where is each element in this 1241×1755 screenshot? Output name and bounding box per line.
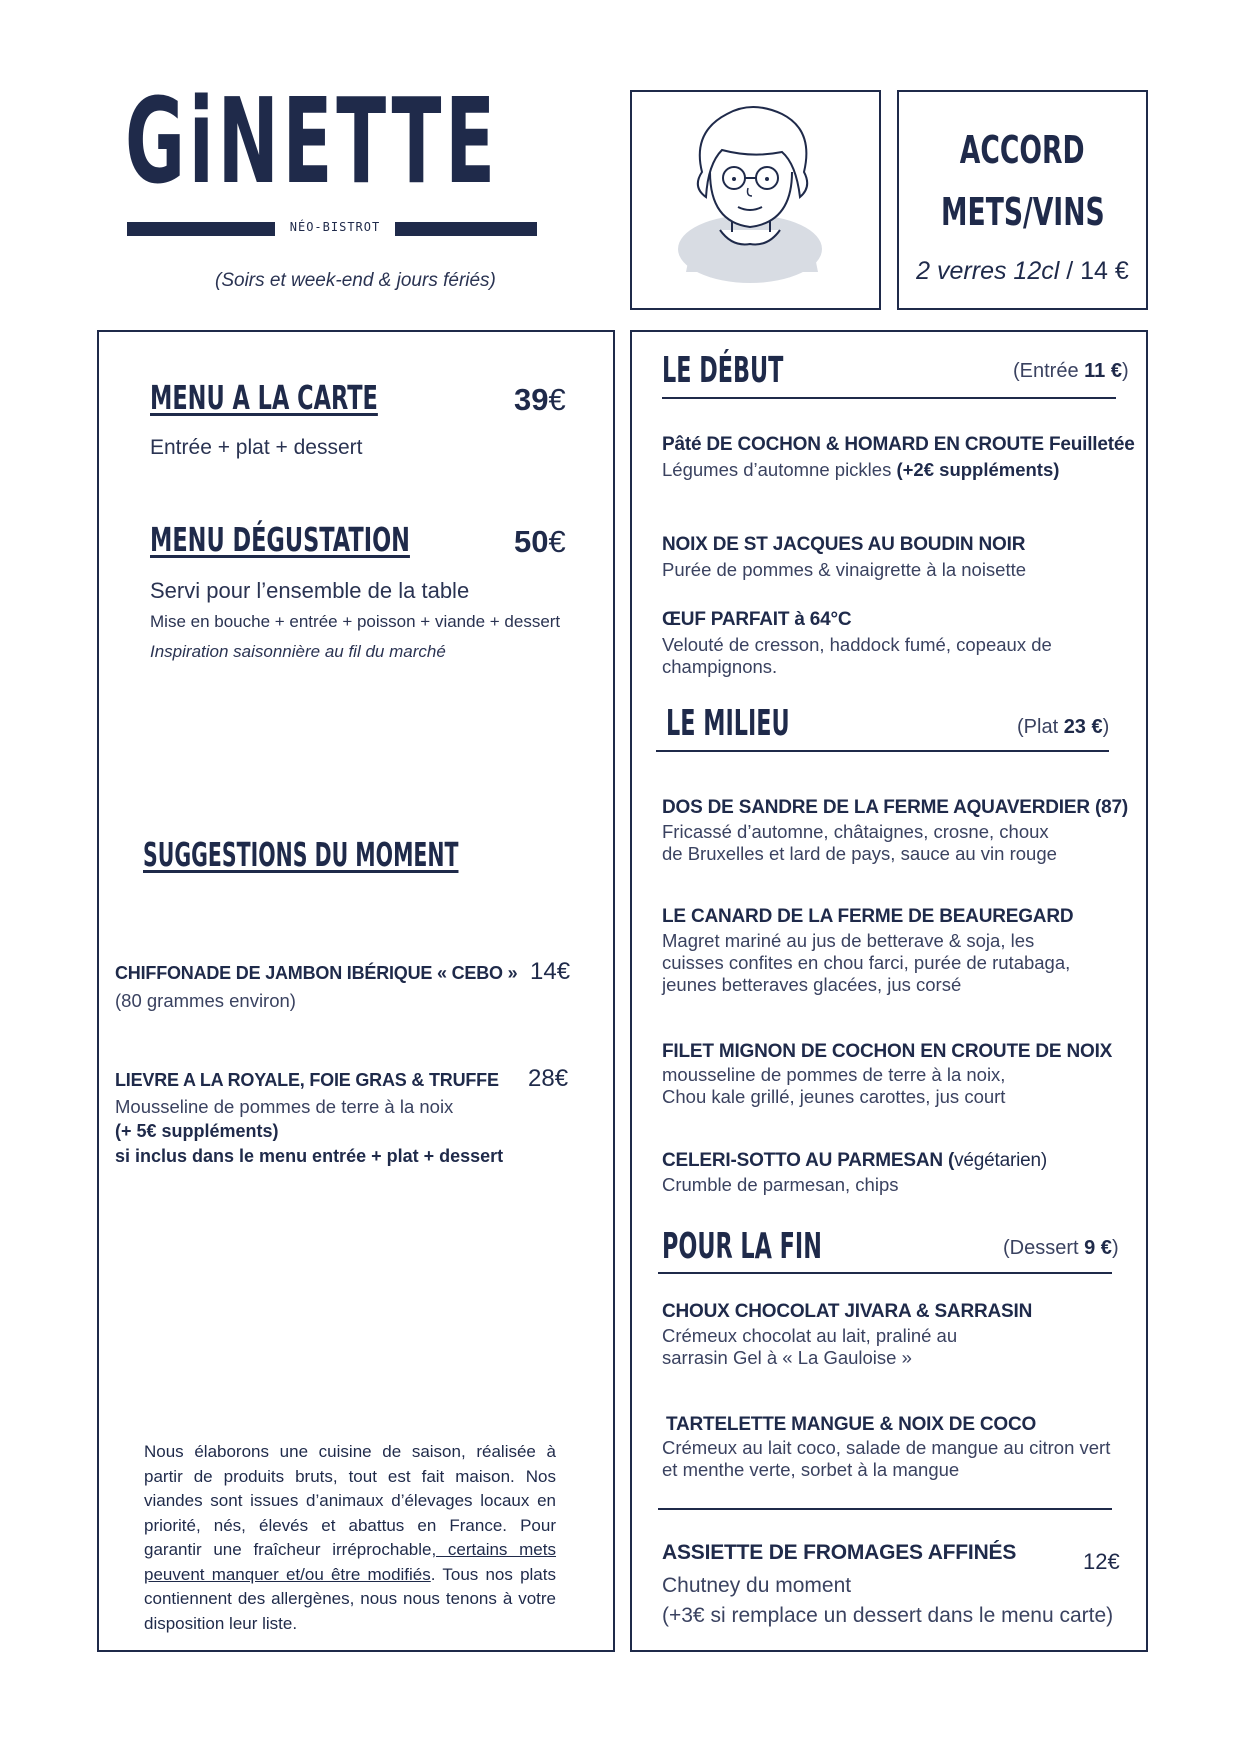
logo-bar-right [395,222,537,236]
dish-desc-pate: Légumes d’automne pickles (+2€ suppléments) [662,459,1060,480]
pairing-price: 14 € [1080,257,1129,285]
section-rule-fin [658,1272,1112,1274]
philosophy-part1: Nous élaborons une cuisine de saison, réalisée à partir de produits bruts, tout est fait maison. Nos viandes sont issues d’animaux d’élevages locaux en priorité, nés, élevés et abattus en France. Pour garantir une fraîcheur irréprochable [144,1442,556,1559]
section-rule-milieu [656,750,1109,752]
dish-name-choux: CHOUX CHOCOLAT JIVARA & SARRASIN [662,1301,1033,1322]
pairing-title-line1: ACCORD [960,128,1085,172]
portrait-box [630,90,881,310]
dish-desc-celeri: Crumble de parmesan, chips [662,1174,899,1195]
logo [125,72,540,242]
cheese-desc-2: (+3€ si remplace un dessert dans le menu carte) [662,1604,1114,1627]
dish-name-pate: Pâté DE COCHON & HOMARD EN CROUTE Feuilletée [662,434,1135,455]
dish-name-canard: LE CANARD DE LA FERME DE BEAUREGARD [662,906,1074,927]
hours-note: (Soirs et week-end & jours fériés) [215,270,496,291]
dish-desc-filet-mignon: mousseline de pommes de terre à la noix, Chou kale grillé, jeunes carottes, jus court [662,1064,1006,1107]
dish-desc-canard: Magret mariné au jus de betterave & soja, les cuisses confites en chou farci, purée de rutabaga, jeunes betteraves glacées, jus corsé [662,930,1071,995]
wine-pairing-box [897,90,1148,310]
formula-price-carte: 39€ [514,382,566,417]
logo-wordmark: GiNETTE [125,72,499,210]
logo-bar-left [127,222,275,236]
formula-title-carte: MENU A LA CARTE [150,378,378,417]
cheese-price: 12€ [1083,1549,1120,1574]
dish-desc-sandre: Fricassé d’automne, châtaignes, crosne, choux de Bruxelles et lard de pays, sauce au vin rouge [662,821,1057,864]
suggestion-name-2: LIEVRE A LA ROYALE, FOIE GRAS & TRUFFE [115,1070,499,1090]
formula-note-degustation: Inspiration saisonnière au fil du marché [150,642,446,661]
dish-name-filet-mignon: FILET MIGNON DE COCHON EN CROUTE DE NOIX [662,1041,1113,1062]
formula-title-degustation: MENU DÉGUSTATION [150,520,410,559]
suggestion-price-2: 28€ [528,1065,569,1092]
grandmother-illustration [632,92,879,308]
suggestions-title: SUGGESTIONS DU MOMENT [143,835,459,874]
logo-tagline: NÉO-BISTROT [289,220,381,234]
dish-name-oeuf: ŒUF PARFAIT à 64°C [662,609,852,630]
cheese-name: ASSIETTE DE FROMAGES AFFINÉS [662,1541,1017,1564]
pairing-separator: / [1059,257,1081,285]
suggestion-note-2a: (+ 5€ suppléments) [115,1121,279,1141]
formula-desc-carte: Entrée + plat + dessert [150,436,363,459]
dish-desc-oeuf: Velouté de cresson, haddock fumé, copeaux de champignons. [662,634,1052,677]
dish-name-sandre: DOS DE SANDRE DE LA FERME AQUAVERDIER (87) [662,797,1128,818]
formula-desc-degustation: Servi pour l’ensemble de la table [150,578,470,603]
pairing-title-line2: METS/VINS [940,190,1105,234]
suggestion-desc-1: (80 grammes environ) [115,990,296,1011]
pairing-detail: 2 verres 12cl [916,257,1060,285]
pairing-price-line [899,257,1146,286]
section-title-milieu: LE MILIEU [666,703,790,744]
philosophy-paragraph [144,1440,556,1636]
cheese-separator [658,1508,1112,1510]
cheese-desc-1: Chutney du moment [662,1574,852,1597]
dish-desc-choux: Crémeux chocolat au lait, praliné au sarrasin Gel à « La Gauloise » [662,1325,958,1368]
suggestion-name-1: CHIFFONADE DE JAMBON IBÉRIQUE « CEBO » [115,963,518,983]
dish-name-tartelette: TARTELETTE MANGUE & NOIX DE COCO [666,1414,1037,1435]
suggestion-desc-2: Mousseline de pommes de terre à la noix [115,1096,454,1117]
formula-courses-degustation: Mise en bouche + entrée + poisson + viande + dessert [150,612,561,631]
dish-name-celeri: CELERI-SOTTO AU PARMESAN (végétarien) [662,1150,1047,1171]
suggestion-note-2b: si inclus dans le menu entrée + plat + dessert [115,1146,504,1166]
section-title-fin: POUR LA FIN [662,1226,822,1267]
dish-desc-st-jacques: Purée de pommes & vinaigrette à la noisette [662,559,1027,580]
section-title-debut: LE DÉBUT [662,350,784,391]
suggestion-price-1: 14€ [530,958,571,985]
section-rule-debut [662,397,1116,399]
section-price-fin: (Dessert 9 €) [1003,1237,1119,1259]
formula-price-degustation: 50€ [514,524,566,559]
philosophy-part2: . Tous nos plats contiennent des allergènes, nous nous tenons à votre disposition leur liste. [144,1564,556,1633]
philosophy-underlined: , certains mets peuvent manquer et/ou être modifiés [144,1540,556,1584]
section-price-debut: (Entrée 11 €) [1013,360,1129,382]
section-price-milieu: (Plat 23 €) [1017,716,1110,738]
dish-name-st-jacques: NOIX DE ST JACQUES AU BOUDIN NOIR [662,534,1026,555]
dish-desc-tartelette: Crémeux au lait coco, salade de mangue au citron vert et menthe verte, sorbet à la mangue [662,1437,1111,1480]
